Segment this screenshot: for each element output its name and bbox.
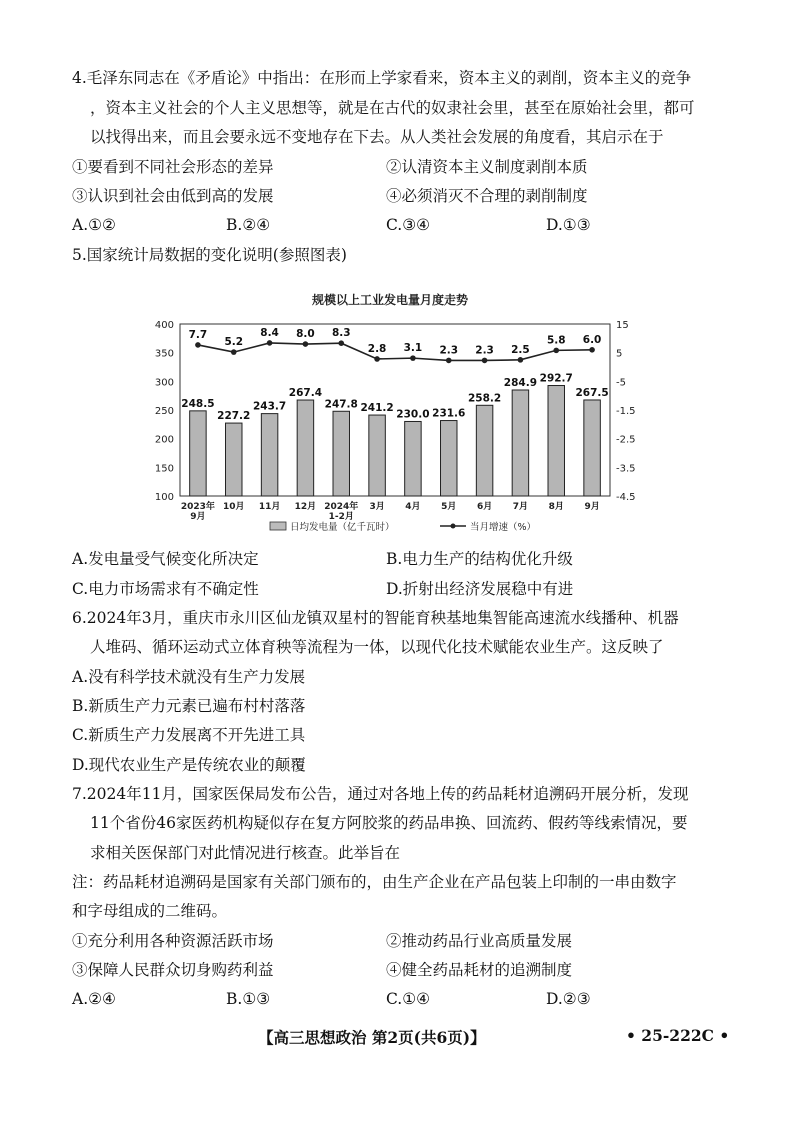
- rate-point: [410, 355, 416, 361]
- bar: [226, 423, 242, 496]
- rate-value-label: 2.3: [439, 344, 459, 357]
- legend-line-label: 当月增速（%）: [470, 522, 537, 533]
- rate-point: [231, 349, 237, 355]
- bar: [261, 414, 277, 496]
- legend-line-marker: [451, 524, 456, 529]
- x-tick-label: 2023年 9月: [180, 502, 215, 522]
- x-tick-label: 6月: [476, 502, 493, 512]
- x-tick-label: 5月: [441, 502, 457, 512]
- bar-value-label: 258.2: [467, 392, 502, 405]
- bar-value-label: 267.4: [288, 387, 323, 400]
- q7-item-3: ③保障人民群众切身购药利益: [72, 961, 274, 979]
- x-tick-label: 4月: [405, 502, 421, 512]
- bar-value-label: 241.2: [360, 402, 394, 415]
- y-left-tick-label: 200: [154, 434, 174, 446]
- q6-choice-d[interactable]: D.现代农业生产是传统农业的颠覆: [72, 756, 306, 774]
- rate-value-label: 5.8: [546, 334, 566, 347]
- q4-stem-line-1: 4.毛泽东同志在《矛盾论》中指出：在形而上学家看来，资本主义的剥削，资本主义的竞争: [72, 69, 692, 87]
- power-generation-chart: [120, 282, 660, 544]
- rate-value-label: 8.3: [331, 327, 351, 340]
- y-left-tick-label: 300: [154, 377, 174, 389]
- q7-stem-line-2: 11个省份46家医药机构疑似存在复方阿胶浆的药品串换、回流药、假药等线索情况，要: [90, 814, 688, 832]
- rate-value-label: 7.7: [188, 328, 208, 341]
- q5-choice-b[interactable]: B.电力生产的结构优化升级: [386, 550, 573, 568]
- y-left-tick-label: 250: [154, 406, 174, 417]
- y-right-tick-label: -1.5: [616, 406, 636, 417]
- rate-point: [267, 340, 273, 346]
- bar-value-label: 243.7: [252, 400, 287, 413]
- bar-value-label: 248.5: [181, 397, 215, 410]
- bar: [405, 421, 421, 496]
- bar-value-label: 292.7: [539, 372, 573, 385]
- y-right-tick-label: -3.5: [616, 463, 636, 475]
- q6-stem-line-1: 6.2024年3月，重庆市永川区仙龙镇双星村的智能育秧基地集智能高速流水线播种、机器: [72, 609, 679, 627]
- q7-stem-line-1: 7.2024年11月，国家医保局发布公告，通过对各地上传的药品耗材追溯码开展分析，发现: [72, 785, 689, 803]
- growth-rate-line: [198, 343, 592, 360]
- rate-point: [589, 347, 595, 353]
- rate-point: [446, 358, 452, 364]
- q5-choice-c[interactable]: C.电力市场需求有不确定性: [72, 580, 259, 598]
- q7-choice-d[interactable]: D.②③: [546, 990, 591, 1008]
- y-right-tick-label: -2.5: [616, 434, 636, 446]
- q4-choice-b[interactable]: B.②④: [226, 216, 271, 234]
- q6-choice-a[interactable]: A.没有科学技术就没有生产力发展: [72, 668, 306, 686]
- q4-choice-c[interactable]: C.③④: [386, 216, 431, 234]
- y-right-tick-label: -5: [616, 377, 626, 389]
- q4-item-3: ③认识到社会由低到高的发展: [72, 187, 274, 205]
- bar-value-label: 227.2: [217, 410, 251, 423]
- rate-value-label: 5.2: [224, 336, 244, 349]
- q4-choice-a[interactable]: A.①②: [72, 216, 116, 234]
- q4-item-2: ②认清资本主义制度剥削本质: [386, 158, 588, 176]
- q6-choice-b[interactable]: B.新质生产力元素已遍布村村落落: [72, 697, 306, 715]
- bar-value-label: 284.9: [503, 376, 538, 389]
- rate-value-label: 8.4: [260, 326, 279, 339]
- rate-point: [482, 358, 488, 364]
- rate-point: [303, 341, 309, 347]
- q4-stem-line-3: 以找得出来，而且会要永远不变地存在下去。从人类社会发展的角度看，其启示在于: [90, 128, 664, 146]
- y-right-tick-label: 5: [616, 348, 623, 360]
- bar: [584, 400, 600, 496]
- bar-value-label: 231.6: [432, 407, 466, 420]
- q7-stem-line-3: 求相关医保部门对此情况进行核查。此举旨在: [90, 844, 401, 862]
- x-tick-label: 12月: [294, 502, 317, 512]
- y-left-tick-label: 400: [154, 320, 174, 331]
- q4-item-4: ④必须消灭不合理的剥削制度: [386, 187, 588, 205]
- rate-value-label: 6.0: [582, 333, 602, 346]
- y-right-tick-label: 15: [616, 320, 629, 331]
- page-footer: 【高三思想政治 第2页(共6页)】: [258, 1028, 486, 1047]
- bar: [441, 421, 457, 496]
- q7-choice-a[interactable]: A.②④: [72, 990, 116, 1008]
- bar: [190, 411, 206, 496]
- rate-point: [374, 356, 380, 362]
- rate-value-label: 2.5: [511, 343, 530, 356]
- bar: [369, 415, 385, 496]
- legend-bar-label: 日均发电量（亿千瓦时）: [290, 522, 395, 533]
- q5-stem: 5.国家统计局数据的变化说明(参照图表): [72, 246, 347, 264]
- q7-item-1: ①充分利用各种资源活跃市场: [72, 932, 274, 950]
- q4-choice-d[interactable]: D.①③: [546, 216, 591, 234]
- rate-value-label: 2.8: [367, 342, 387, 355]
- x-tick-label: 10月: [222, 502, 245, 512]
- y-left-tick-label: 100: [154, 492, 174, 503]
- bar-value-label: 247.8: [324, 398, 358, 411]
- q5-choice-a[interactable]: A.发电量受气候变化所决定: [72, 550, 259, 568]
- x-tick-label: 9月: [584, 502, 600, 512]
- exam-code: • 25-222C •: [626, 1026, 730, 1045]
- q7-note-line-1: 注：药品耗材追溯码是国家有关部门颁布的，由生产企业在产品包装上印制的一串由数字: [72, 873, 677, 891]
- q7-note-line-2: 和字母组成的二维码。: [72, 902, 228, 920]
- y-left-tick-label: 150: [154, 463, 174, 475]
- rate-point: [553, 348, 559, 354]
- q7-choice-b[interactable]: B.①③: [226, 990, 271, 1008]
- rate-point: [518, 357, 524, 363]
- x-tick-label: 7月: [512, 502, 529, 512]
- x-tick-label: 11月: [258, 502, 281, 512]
- bar: [512, 390, 528, 496]
- x-tick-label: 8月: [548, 502, 564, 512]
- x-tick-label: 2024年 1-2月: [324, 502, 359, 522]
- bar-value-label: 267.5: [575, 386, 609, 399]
- y-left-tick-label: 350: [154, 348, 174, 360]
- bar: [333, 411, 349, 496]
- bar: [297, 400, 313, 496]
- q7-item-4: ④健全药品耗材的追溯制度: [386, 961, 573, 979]
- rate-point: [195, 342, 201, 348]
- q4-stem-line-2: ，资本主义社会的个人主义思想等，就是在古代的奴隶社会里，甚至在原始社会里，都可: [90, 99, 695, 117]
- bar-value-label: 230.0: [396, 408, 430, 421]
- rate-value-label: 2.3: [475, 344, 494, 357]
- q6-choice-c[interactable]: C.新质生产力发展离不开先进工具: [72, 726, 306, 744]
- q4-item-1: ①要看到不同社会形态的差异: [72, 158, 274, 176]
- rate-point: [338, 340, 344, 346]
- q7-choice-c[interactable]: C.①④: [386, 990, 431, 1008]
- bar: [476, 405, 492, 496]
- rate-value-label: 3.1: [403, 342, 423, 355]
- chart-title: 规模以上工业发电量月度走势: [311, 293, 469, 307]
- q6-stem-line-2: 人堆码、循环运动式立体育秧等流程为一体，以现代化技术赋能农业生产。这反映了: [90, 638, 664, 656]
- legend-bar-swatch: [270, 522, 286, 530]
- x-tick-label: 3月: [369, 502, 385, 512]
- rate-value-label: 8.0: [296, 328, 315, 341]
- y-right-tick-label: -4.5: [616, 492, 636, 503]
- bar: [548, 386, 564, 496]
- q5-choice-d[interactable]: D.折射出经济发展稳中有进: [386, 580, 574, 598]
- q7-item-2: ②推动药品行业高质量发展: [386, 932, 573, 950]
